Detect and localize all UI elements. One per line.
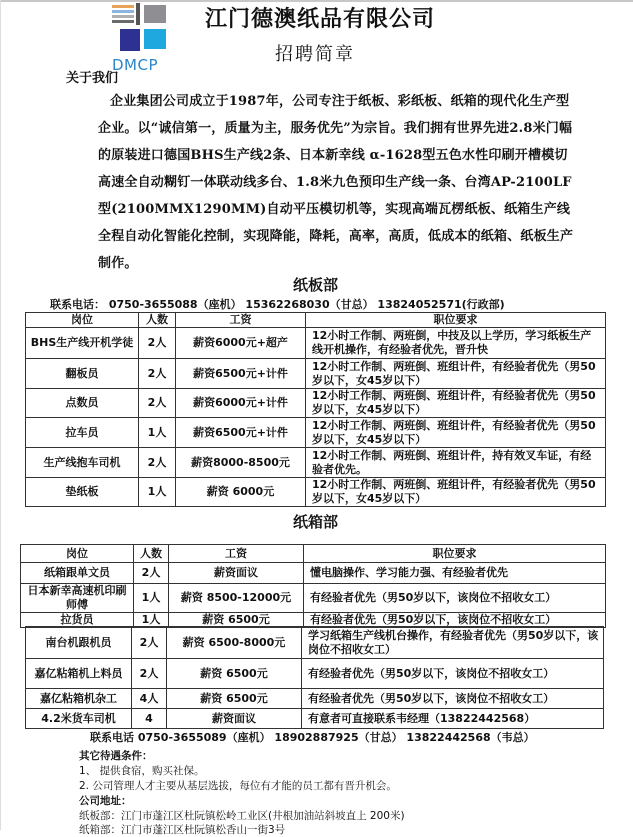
about-heading: 关于我们 <box>66 71 119 86</box>
headcount-cell: 2人 <box>139 389 176 418</box>
table-row <box>26 389 606 418</box>
salary-cell: 薪资 6500元 <box>167 659 302 689</box>
table-row <box>26 627 604 659</box>
table-header-row <box>26 313 606 328</box>
requirement-cell: 有经验者优先（男50岁以下，该岗位不招收女工） <box>304 584 606 613</box>
requirement-cell: 懂电脑操作、学习能力强、有经验者优先 <box>304 563 606 584</box>
box-dept-title: 纸箱部 <box>293 513 339 531</box>
column-header: 职位要求 <box>306 313 606 328</box>
page-title: 招聘简章 <box>275 44 355 65</box>
requirement-cell: 12小时工作制、两班倒、班组计件，有经验者优先（男50岁以下，女45岁以下） <box>306 389 606 418</box>
headcount-cell: 4人 <box>132 689 167 709</box>
position-cell: 4.2米货车司机 <box>26 709 132 729</box>
salary-cell: 薪资 6500元 <box>167 689 302 709</box>
requirement-cell: 有经验者优先（男50岁以下，该岗位不招收女工） <box>304 613 606 628</box>
salary-cell: 薪资 6000元 <box>176 478 306 507</box>
table-row <box>26 418 606 448</box>
headcount-cell: 1人 <box>134 613 169 628</box>
company-logo <box>110 3 174 55</box>
benefit-item: 1、 提供食宿，购买社保。 <box>79 765 205 777</box>
salary-cell: 薪资6500元+计件 <box>176 359 306 389</box>
position-cell: 点数员 <box>26 389 139 418</box>
column-header: 职位要求 <box>304 545 606 563</box>
address-item: 纸箱部：江门市蓬江区杜阮镇松香山一街3号 <box>79 824 286 836</box>
column-header: 岗位 <box>21 545 134 563</box>
position-cell: 嘉亿粘箱机杂工 <box>26 689 132 709</box>
salary-cell: 薪资 6500元 <box>169 613 304 628</box>
requirement-cell: 学习纸箱生产线机台操作，有经验者优先（男50岁以下，该岗位不招收女工） <box>302 627 604 659</box>
logo-text: DMCP <box>112 56 159 74</box>
table-row <box>21 563 606 584</box>
position-cell: 拉货员 <box>21 613 134 628</box>
table-row <box>26 328 606 359</box>
table-row <box>26 448 606 478</box>
box-dept-table <box>20 544 606 628</box>
headcount-cell: 2人 <box>139 359 176 389</box>
requirement-cell: 有经验者优先（男50岁以下，该岗位不招收女工） <box>302 659 604 689</box>
benefits-heading: 其它待遇条件： <box>79 750 153 762</box>
position-cell: BHS生产线开机学徒 <box>26 328 139 359</box>
salary-cell: 薪资6000元+超产 <box>176 328 306 359</box>
headcount-cell: 1人 <box>134 584 169 613</box>
salary-cell: 薪资8000-8500元 <box>176 448 306 478</box>
requirement-cell: 12小时工作制、两班倒、班组计件，有经验者优先（男50岁以下，女45岁以下） <box>306 359 606 389</box>
column-header: 岗位 <box>26 313 139 328</box>
table-row <box>26 689 604 709</box>
position-cell: 日本新幸高速机印刷师傅 <box>21 584 134 613</box>
requirement-cell: 12小时工作制、两班倒，中技及以上学历，学习纸板生产线开机操作，有经验者优先，晋升快 <box>306 328 606 359</box>
table-row <box>26 709 604 729</box>
column-header: 人数 <box>134 545 169 563</box>
salary-cell: 薪资 6500-8000元 <box>167 627 302 659</box>
position-cell: 翻板员 <box>26 359 139 389</box>
address-item: 纸板部：江门市蓬江区杜阮镇松岭工业区(井根加油站斜坡直上 200米) <box>79 810 405 822</box>
table-row <box>21 584 606 613</box>
box-dept-table-continued <box>25 626 604 729</box>
column-header: 工资 <box>169 545 304 563</box>
requirement-cell: 12小时工作制、两班倒、班组计件，有经验者优先（男50岁以下，女45岁以下） <box>306 478 606 507</box>
headcount-cell: 2人 <box>134 563 169 584</box>
requirement-cell: 有意者可直接联系韦经理（13822442568） <box>302 709 604 729</box>
column-header: 工资 <box>176 313 306 328</box>
headcount-cell: 2人 <box>132 627 167 659</box>
salary-cell: 薪资面议 <box>167 709 302 729</box>
table-row <box>26 478 606 507</box>
company-name: 江门德澳纸品有限公司 <box>205 7 436 32</box>
headcount-cell: 4 <box>132 709 167 729</box>
logo-mark-icon <box>110 3 174 55</box>
position-cell: 生产线抱车司机 <box>26 448 139 478</box>
board-dept-title: 纸板部 <box>293 276 339 294</box>
requirement-cell: 12小时工作制、两班倒、班组计件，有经验者优先（男50岁以下，女45岁以下） <box>306 418 606 448</box>
table-row <box>26 659 604 689</box>
about-text: 企业集团公司成立于1987年，公司专注于纸板、彩纸板、纸箱的现代化生产型企业。以“诚信第一，质量为主，服务优先”为宗旨。我们拥有世界先进2.8米门幅的原装进口德国BHS生产线2条、日本新幸线 α-1628型五色水性印刷开槽模切高速全自动糊钉一体联动线多台、1.8米九色预印生产线一条、台湾AP-2100LF型(2100MMX1290MM)自动平压模切机等，实现高端瓦楞纸板、纸箱生产线全程自动化智能化控制，实现降能，降耗，高率，高质，低成本的纸箱、纸板生产制作。 <box>98 94 574 271</box>
salary-cell: 薪资6500元+计件 <box>176 418 306 448</box>
headcount-cell: 1人 <box>139 478 176 507</box>
board-dept-contact: 联系电话： 0750-3655088（座机） 15362268030（甘总） 13824052571(行政部) <box>50 298 505 311</box>
salary-cell: 薪资面议 <box>169 563 304 584</box>
headcount-cell: 2人 <box>132 659 167 689</box>
requirement-cell: 有经验者优先（男50岁以下，该岗位不招收女工） <box>302 689 604 709</box>
position-cell: 拉车员 <box>26 418 139 448</box>
position-cell: 纸箱跟单文员 <box>21 563 134 584</box>
headcount-cell: 2人 <box>139 448 176 478</box>
salary-cell: 薪资 8500-12000元 <box>169 584 304 613</box>
benefit-item: 2. 公司管理人才主要从基层选拔，每位有才能的员工都有晋升机会。 <box>79 780 397 792</box>
table-row <box>26 359 606 389</box>
salary-cell: 薪资6000元+计件 <box>176 389 306 418</box>
position-cell: 嘉亿粘箱机上料员 <box>26 659 132 689</box>
box-dept-contact: 联系电话 0750-3655089（座机） 18902887925（甘总） 13822442568（韦总） <box>90 731 535 744</box>
left-border <box>0 0 1 830</box>
board-dept-table <box>25 312 606 507</box>
table-header-row <box>21 545 606 563</box>
address-heading: 公司地址： <box>79 795 132 807</box>
headcount-cell: 2人 <box>139 328 176 359</box>
headcount-cell: 1人 <box>139 418 176 448</box>
column-header: 人数 <box>139 313 176 328</box>
position-cell: 垫纸板 <box>26 478 139 507</box>
position-cell: 南台机跟机员 <box>26 627 132 659</box>
requirement-cell: 12小时工作制、两班倒、班组计件，持有效叉车证，有经验者优先。 <box>306 448 606 478</box>
